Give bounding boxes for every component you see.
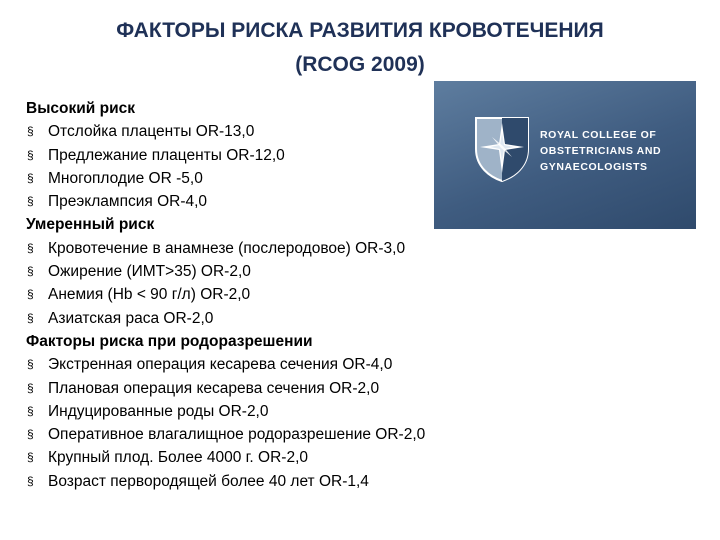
section-heading-delivery-risk: Факторы риска при родоразрешении	[26, 332, 313, 350]
logo-text-line-3: GYNAECOLOGISTS	[540, 161, 648, 173]
list-item: § Плановая операция кесарева сечения OR-2,0	[26, 377, 466, 400]
list-item: § Ожирение (ИМТ>35) OR-2,0	[26, 260, 466, 283]
logo-text-line-2: OBSTETRICIANS AND	[540, 145, 662, 157]
list-item: § Экстренная операция кесарева сечения OR-4,0	[26, 353, 466, 376]
logo-text-line-1: ROYAL COLLEGE OF	[540, 129, 657, 141]
list-item: § Крупный плод. Более 4000 г. OR-2,0	[26, 446, 466, 469]
list-item: § Предлежание плаценты OR-12,0	[26, 144, 466, 167]
rcog-logo-text	[540, 127, 661, 175]
section-heading-moderate-risk: Умеренный риск	[26, 216, 155, 234]
risk-factor-list	[26, 97, 466, 493]
bullet-icon: §	[27, 473, 34, 488]
list-item: § Возраст первородящей более 40 лет OR-1,4	[26, 470, 466, 493]
bullet-icon: §	[27, 147, 34, 162]
list-item: § Преэклампсия OR-4,0	[26, 190, 466, 213]
bullet-icon: §	[27, 450, 34, 465]
bullet-icon: §	[27, 240, 34, 255]
bullet-icon: §	[27, 264, 34, 279]
list-item: § Кровотечение в анамнезе (послеродовое) OR-3,0	[26, 237, 466, 260]
rcog-shield-star-icon	[474, 115, 530, 183]
bullet-icon: §	[27, 170, 34, 185]
list-item: § Оперативное влагалищное родоразрешение OR-2,0	[26, 423, 466, 446]
list-item: § Азиатская раса OR-2,0	[26, 307, 466, 330]
bullet-icon: §	[27, 310, 34, 325]
bullet-icon: §	[27, 427, 34, 442]
title-line-2: (RCOG 2009)	[295, 53, 425, 76]
bullet-icon: §	[27, 194, 34, 209]
title-line-1: ФАКТОРЫ РИСКА РАЗВИТИЯ КРОВОТЕЧЕНИЯ	[116, 19, 604, 42]
bullet-icon: §	[27, 357, 34, 372]
list-item: § Анемия (Hb < 90 г/л) OR-2,0	[26, 283, 466, 306]
bullet-icon: §	[27, 287, 34, 302]
bullet-icon: §	[27, 403, 34, 418]
slide-title	[40, 14, 680, 82]
bullet-icon: §	[27, 380, 34, 395]
bullet-icon: §	[27, 124, 34, 139]
list-item: § Индуцированные роды OR-2,0	[26, 400, 466, 423]
list-item: § Отслойка плаценты OR-13,0	[26, 120, 466, 143]
section-heading-high-risk: Высокий риск	[26, 100, 136, 117]
list-item: § Многоплодие OR -5,0	[26, 167, 466, 190]
rcog-logo-banner	[434, 81, 696, 229]
